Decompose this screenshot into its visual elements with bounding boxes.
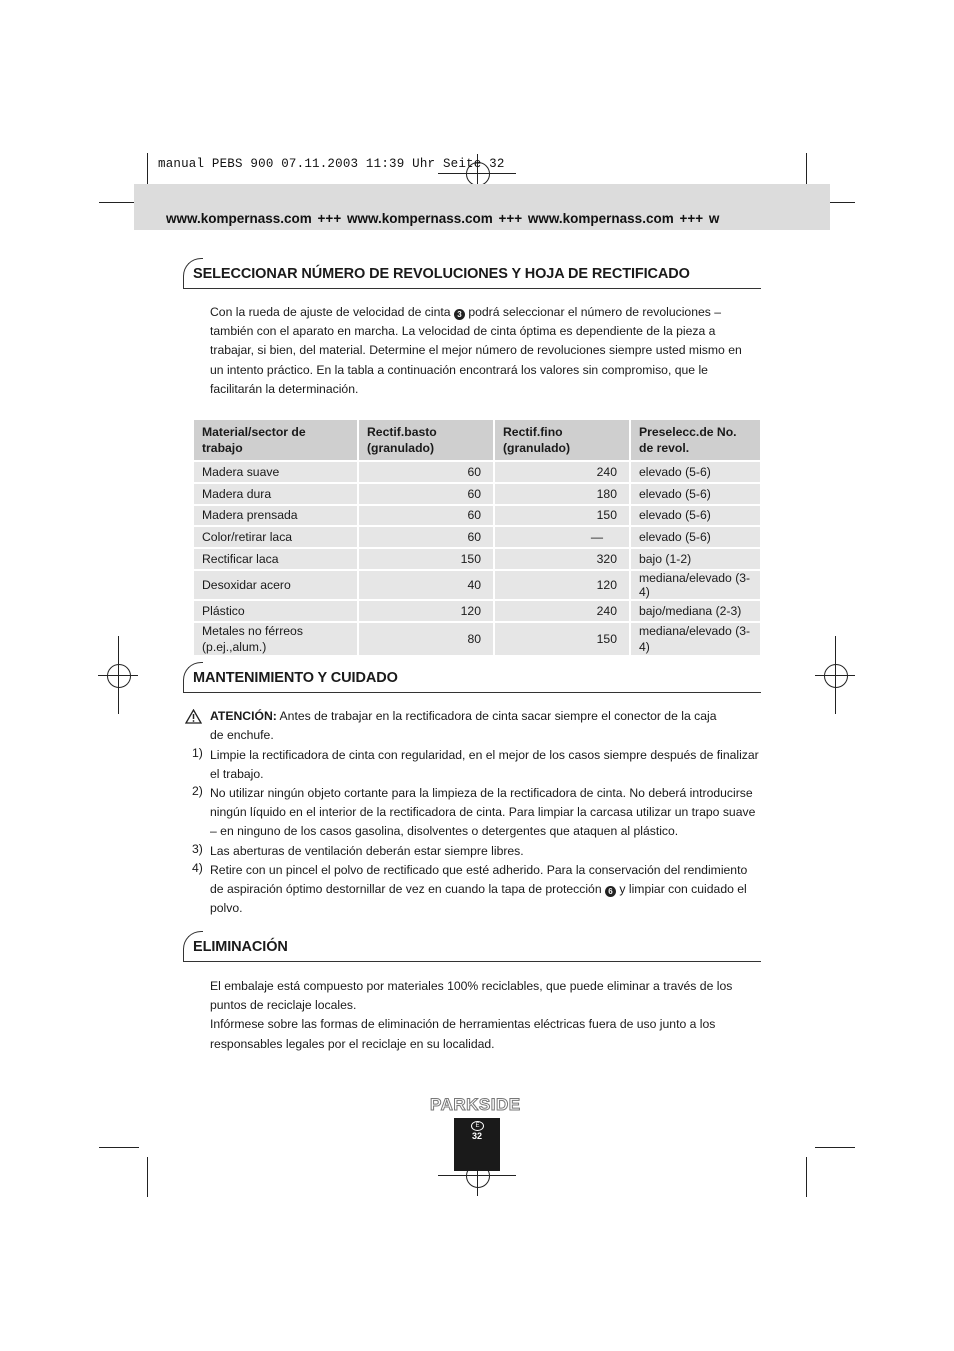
table-cell: 120	[358, 600, 494, 622]
warning-text: Antes de trabajar en la rectificadora de cinta sacar siempre el conector de la caja de enchufe.	[210, 709, 717, 743]
table-cell: 60	[358, 526, 494, 548]
table-cell: 120	[494, 570, 630, 600]
table-cell: 150	[494, 622, 630, 655]
table-cell: 40	[358, 570, 494, 600]
list-item	[210, 861, 750, 919]
section-heading-eliminacion	[183, 931, 761, 962]
table-row	[194, 570, 760, 600]
list-item	[210, 784, 762, 842]
reference-number-icon: 3	[454, 309, 465, 320]
warning-triangle-icon	[185, 709, 202, 724]
table-header-row	[194, 420, 760, 461]
table-cell: 150	[494, 505, 630, 527]
list-item-text: Retire con un pincel el polvo de rectificado que esté adherido. Para la conservación del rendimiento de aspiración óptimo destornillar de vez en cuando la tapa de protección	[210, 863, 748, 897]
section-heading-mantenimiento	[183, 662, 761, 693]
list-number: 4)	[192, 861, 203, 875]
table-cell: Plástico	[194, 600, 358, 622]
registration-mark	[815, 675, 855, 676]
list-item	[210, 842, 762, 861]
table-cell: elevado (5-6)	[630, 505, 760, 527]
registration-mark	[107, 664, 131, 688]
paragraph-text: El embalaje está compuesto por materiales 100% reciclables, que puede eliminar a través de los puntos de reciclaje locales.	[210, 979, 733, 1013]
table-cell: Madera dura	[194, 483, 358, 505]
table-row	[194, 505, 760, 527]
registration-mark	[98, 675, 138, 676]
list-item-text: Las aberturas de ventilación deberán estar siempre libres.	[210, 844, 524, 858]
crop-mark	[815, 1147, 855, 1148]
table-cell: mediana/elevado (3-4)	[630, 622, 760, 655]
table-row	[194, 548, 760, 570]
table-cell: elevado (5-6)	[630, 461, 760, 483]
table-row	[194, 483, 760, 505]
list-item-text: Limpie la rectificadora de cinta con regularidad, en el mejor de los casos siempre después de finalizar el trabajo.	[210, 748, 759, 782]
paragraph-text: podrá seleccionar el número de revoluciones – también con el aparato en marcha. La velocidad de cinta óptima es dependiente de la pieza a trabajar, si bien, del material. Determine el mejor número de revoluciones siempre usted mismo en un intento práctico. En la tabla a continuación encontrará los valores sin compromiso, que le facilitarán la determinación.	[210, 305, 742, 396]
table-cell: 240	[494, 600, 630, 622]
list-item-text: y limpiar con cuidado el polvo.	[210, 882, 747, 916]
intro-paragraph	[210, 303, 750, 399]
table-cell: elevado (5-6)	[630, 526, 760, 548]
registration-mark	[824, 664, 848, 688]
registration-mark	[438, 1175, 516, 1176]
table-row	[194, 461, 760, 483]
table-header-cell: Rectif.fino (granulado)	[494, 420, 630, 461]
table-cell: —	[494, 526, 630, 548]
section-title: SELECCIONAR NÚMERO DE REVOLUCIONES Y HOJA DE RECTIFICADO	[193, 266, 690, 282]
table-cell: 80	[358, 622, 494, 655]
table-cell: 60	[358, 483, 494, 505]
table-row	[194, 526, 760, 548]
table-cell: 320	[494, 548, 630, 570]
crop-mark	[147, 1157, 148, 1197]
list-item	[210, 746, 762, 784]
brand-logo: PARKSIDE	[430, 1095, 521, 1114]
table-header-cell: Rectif.basto (granulado)	[358, 420, 494, 461]
list-item-text: No utilizar ningún objeto cortante para la limpieza de la rectificadora de cinta. No deberá introducirse ningún líquido en el interior de la rectificadora de cinta. Para limpiar la carcasa utilizar un trapo suave – en ninguno de los casos gasolina, disolventes o detergentes que ataquen al plástico.	[210, 786, 756, 839]
table-cell: 240	[494, 461, 630, 483]
table-row	[194, 600, 760, 622]
table-cell: 180	[494, 483, 630, 505]
section-title: MANTENIMIENTO Y CUIDADO	[193, 670, 398, 686]
table-cell: Metales no férreos (p.ej.,alum.)	[194, 622, 358, 655]
section-title: ELIMINACIÓN	[193, 939, 288, 955]
warning-paragraph	[210, 707, 720, 745]
table-cell: elevado (5-6)	[630, 483, 760, 505]
website-banner	[134, 184, 830, 230]
crop-mark	[806, 1157, 807, 1197]
section-heading-revoluciones	[183, 258, 761, 289]
crop-mark	[99, 1147, 139, 1148]
table-row	[194, 622, 760, 655]
list-number: 1)	[192, 746, 203, 760]
registration-mark	[438, 173, 516, 174]
language-badge: E	[471, 1121, 484, 1131]
print-slug: manual PEBS 900 07.11.2003 11:39 Uhr Seite 32	[158, 157, 505, 171]
table-header-cell: Material/sector de trabajo	[194, 420, 358, 461]
table-cell: 150	[358, 548, 494, 570]
table-cell: Madera prensada	[194, 505, 358, 527]
paragraph-text: Infórmese sobre las formas de eliminación de herramientas eléctricas fuera de uso junto a los responsables legales por el reciclaje en su localidad.	[210, 1017, 716, 1051]
website-banner-text: www.kompernass.com +++ www.kompernass.com +++ www.kompernass.com +++ w	[166, 211, 720, 226]
table-cell: 60	[358, 505, 494, 527]
list-number: 2)	[192, 784, 203, 798]
page-number-box	[454, 1118, 500, 1171]
paragraph-text: Con la rueda de ajuste de velocidad de cinta	[210, 305, 451, 319]
warning-label: ATENCIÓN:	[210, 709, 277, 723]
table-cell: Color/retirar laca	[194, 526, 358, 548]
table-cell: Rectificar laca	[194, 548, 358, 570]
page-number: 32	[471, 1131, 482, 1141]
list-number: 3)	[192, 842, 203, 856]
table-cell: 60	[358, 461, 494, 483]
crop-mark	[99, 202, 139, 203]
table-cell: Desoxidar acero	[194, 570, 358, 600]
disposal-paragraph	[210, 977, 740, 1054]
table-cell: Madera suave	[194, 461, 358, 483]
table-cell: bajo (1-2)	[630, 548, 760, 570]
speed-table	[194, 420, 760, 655]
table-cell: bajo/mediana (2-3)	[630, 600, 760, 622]
table-cell: mediana/elevado (3-4)	[630, 570, 760, 600]
reference-number-icon: 6	[605, 886, 616, 897]
table-header-cell: Preselecc.de No. de revol.	[630, 420, 760, 461]
